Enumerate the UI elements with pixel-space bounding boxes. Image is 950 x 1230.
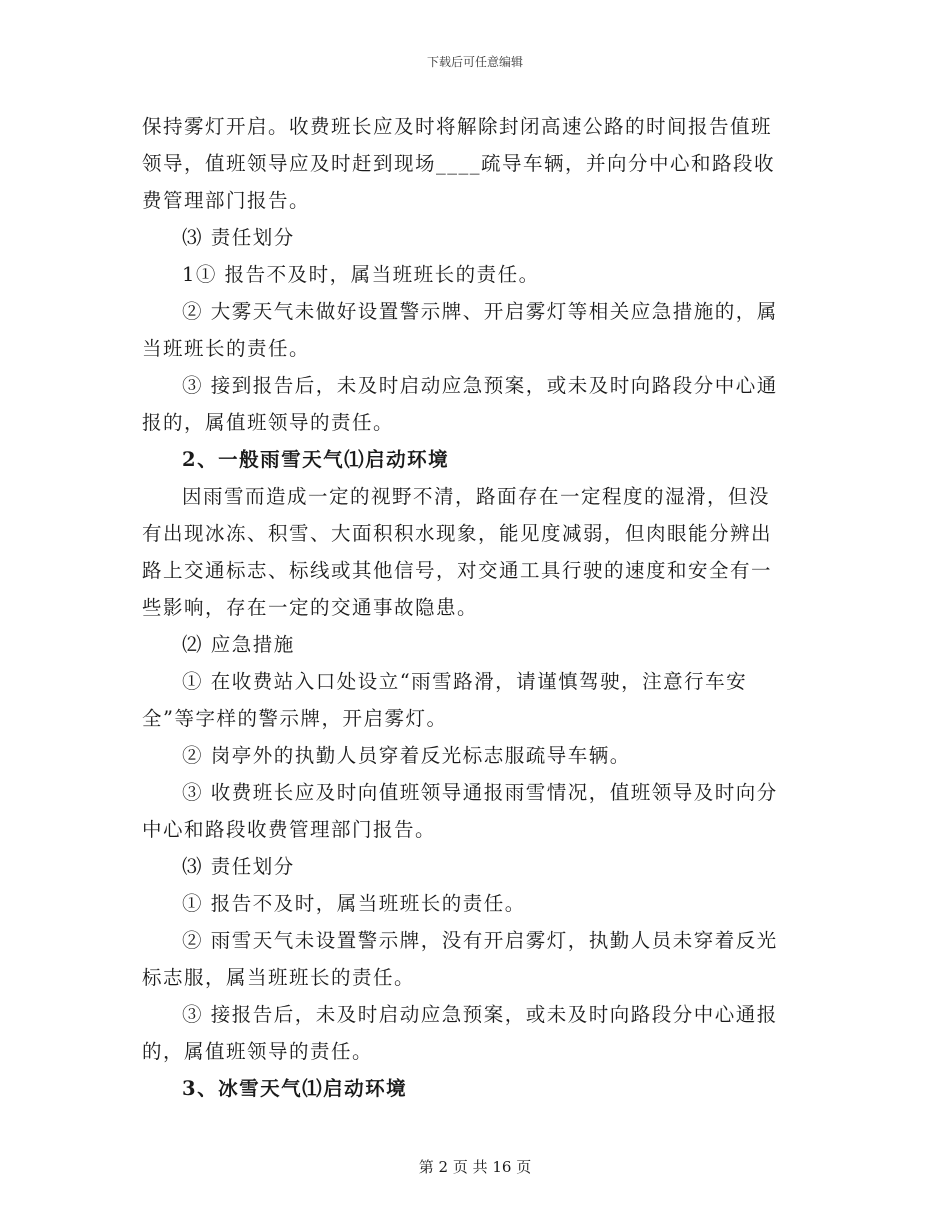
- text-line-19: ③ 收费班长应及时向值班领导通报雨雪情况，值班领导及时向分: [182, 781, 778, 804]
- text-line-14: 些影响，存在一定的交通事故隐患。: [142, 596, 479, 619]
- text-line-17: 全”等字样的警示牌，开启雾灯。: [142, 707, 448, 730]
- text-line-8: ③ 接到报告后，未及时启动应急预案，或未及时向路段分中心通: [182, 374, 778, 397]
- text-line-6: ② 大雾天气未做好设置警示牌、开启雾灯等相关应急措施的，属: [182, 300, 778, 323]
- text-line-26: 的，属值班领导的责任。: [142, 1040, 374, 1063]
- text-line-12: 有出现冰冻、积雪、大面积积水现象，能见度减弱，但肉眼能分辨出: [142, 522, 773, 545]
- text-line-25: ③ 接报告后，未及时启动应急预案，或未及时向路段分中心通报: [182, 1003, 778, 1026]
- page-header: 下载后可任意编辑: [426, 55, 523, 69]
- text-line-13: 路上交通标志、标线或其他信号，对交通工具行驶的速度和安全有一: [142, 559, 773, 582]
- section-heading-responsibility: ⑶ 责任划分: [182, 226, 295, 249]
- document-body: [142, 108, 807, 1107]
- text-line-11: 因雨雪而造成一定的视野不清，路面存在一定程度的湿滑，但没: [182, 485, 771, 508]
- section-heading-general-rain-snow: 2、一般雨雪天气⑴启动环境: [182, 448, 450, 471]
- page-number-footer: 第 2 页 共 16 页: [418, 1158, 532, 1176]
- text-line-18: ② 岗亭外的执勤人员穿着反光标志服疏导车辆。: [182, 744, 631, 767]
- text-line-2: 领导，值班领导应及时赶到现场____疏导车辆，并向分中心和路段收: [142, 152, 776, 175]
- text-line-24: 标志服，属当班班长的责任。: [142, 966, 416, 989]
- text-line-16: ① 在收费站入口处设立“雨雪路滑，请谨慎驾驶，注意行车安: [182, 670, 748, 693]
- text-line-22: ① 报告不及时，属当班班长的责任。: [182, 892, 526, 915]
- section-heading-emergency-measures: ⑵ 应急措施: [182, 633, 295, 656]
- text-line-1: 保持雾灯开启。收费班长应及时将解除封闭高速公路的时间报告值班: [142, 115, 773, 138]
- text-line-7: 当班班长的责任。: [142, 337, 311, 360]
- section-heading-ice-snow: 3、冰雪天气⑴启动环境: [182, 1077, 408, 1100]
- section-heading-responsibility-2: ⑶ 责任划分: [182, 855, 295, 878]
- text-line-20: 中心和路段收费管理部门报告。: [142, 818, 437, 841]
- text-line-23: ② 雨雪天气未设置警示牌，没有开启雾灯，执勤人员未穿着反光: [182, 929, 778, 952]
- text-line-5: 1① 报告不及时，属当班班长的责任。: [182, 263, 540, 286]
- text-line-3: 费管理部门报告。: [142, 189, 311, 212]
- text-line-9: 报的，属值班领导的责任。: [142, 411, 395, 434]
